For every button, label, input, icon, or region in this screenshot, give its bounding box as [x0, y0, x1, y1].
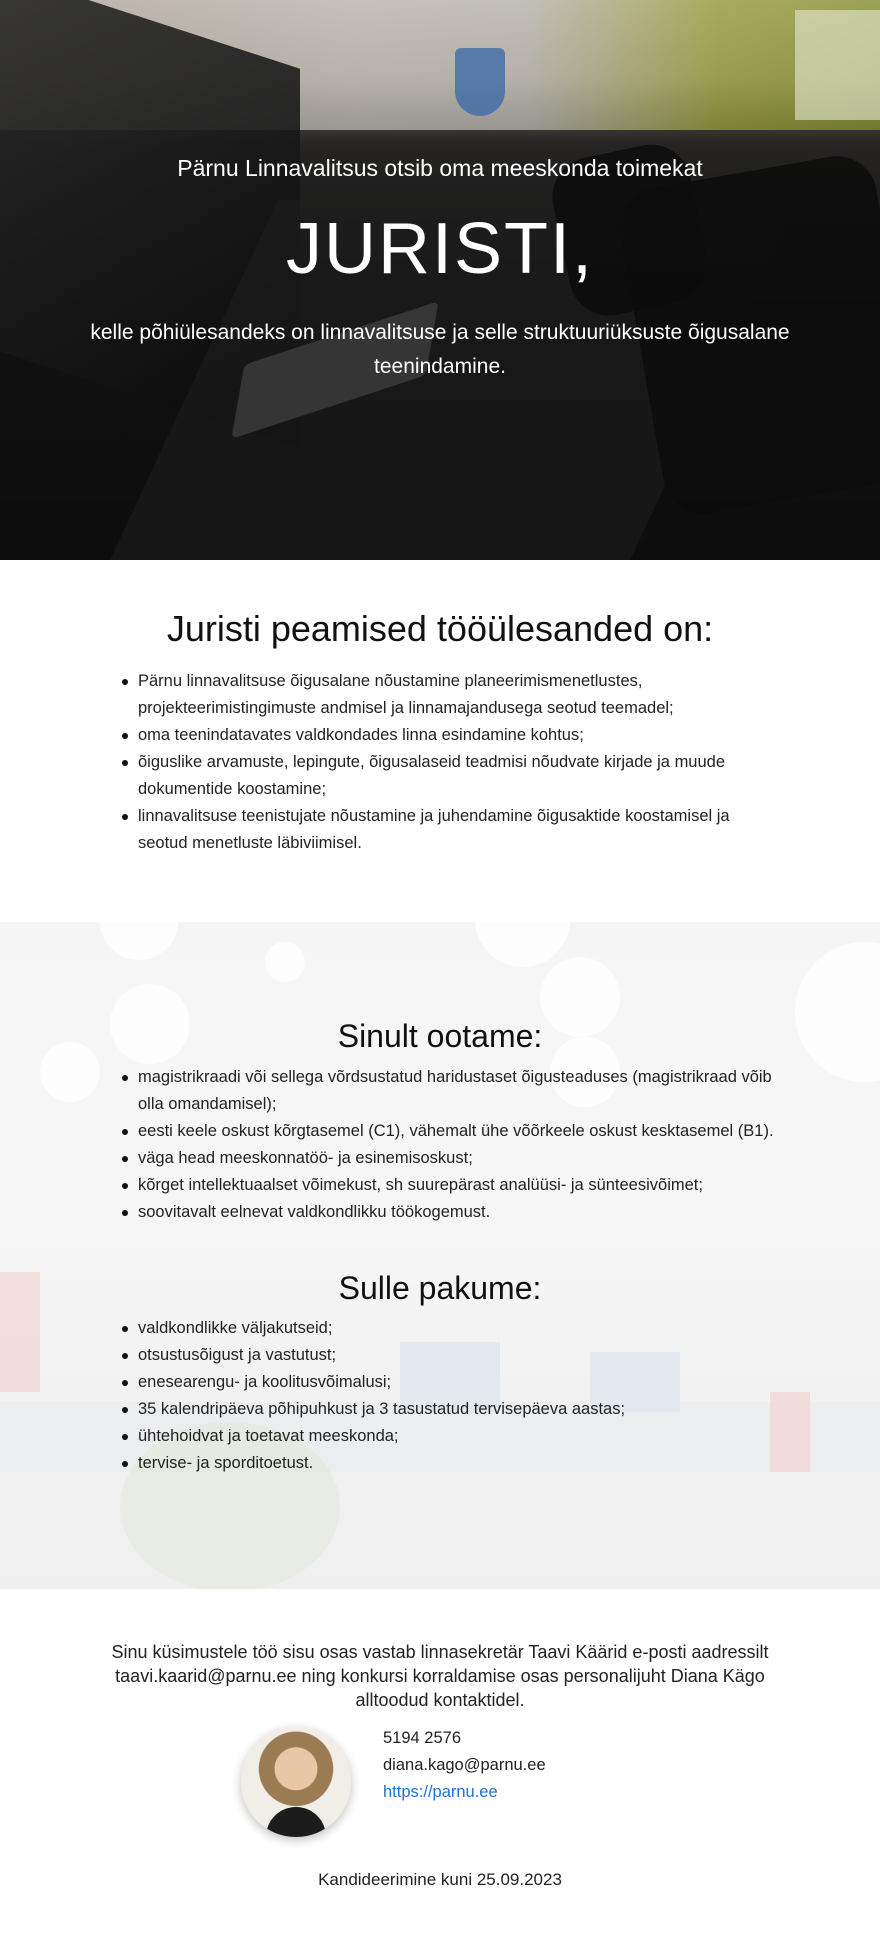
- contact-phone[interactable]: 5194 2576: [383, 1729, 461, 1747]
- hero-subtitle: Pärnu Linnavalitsus otsib oma meeskonda toimekat: [177, 155, 703, 181]
- list-item: oma teenindatavates valdkondades linna esindamine kohtus;: [120, 722, 780, 749]
- list-item: soovitavalt eelnevat valdkondlikku töökogemust.: [120, 1199, 800, 1226]
- application-deadline: Kandideerimine kuni 25.09.2023: [318, 1870, 562, 1889]
- list-item: kõrget intellektuaalset võimekust, sh suurepärast analüüsi- ja sünteesivõimet;: [120, 1172, 800, 1199]
- list-item: magistrikraadi või sellega võrdsustatud haridustaset õigusteaduses (magistrikraad võib olla omandamisel);: [120, 1064, 800, 1118]
- list-item: otsustusõigust ja vastutust;: [120, 1342, 800, 1369]
- contact-email[interactable]: diana.kago@parnu.ee: [383, 1756, 546, 1774]
- duties-list: [120, 668, 780, 857]
- contact-website-link[interactable]: https://parnu.ee: [383, 1783, 498, 1801]
- list-item: ühtehoidvat ja toetavat meeskonda;: [120, 1423, 800, 1450]
- list-item: eesti keele oskust kõrgtasemel (C1), vähemalt ühe võõrkeele oskust kesktasemel (B1).: [120, 1118, 800, 1145]
- city-crest-image: [455, 48, 505, 116]
- contact-website-wrapper: [383, 1783, 498, 1802]
- contact-avatar: [241, 1727, 351, 1837]
- duties-heading: Juristi peamised tööülesanded on:: [166, 608, 714, 649]
- light-blob: [265, 942, 305, 982]
- list-item: linnavalitsuse teenistujate nõustamine ja juhendamine õigusaktide koostamisel ja seotud menetluste läbiviimisel.: [120, 803, 780, 857]
- expect-list: [120, 1064, 800, 1226]
- hero-wall-map: [795, 10, 880, 120]
- contact-text: Sinu küsimustele töö sisu osas vastab linnasekretär Taavi Käärid e-posti aadressilt taavi.kaarid@parnu.ee ning konkursi korraldamise osas personalijuht Diana Kägo alltoodud kontaktidel.: [111, 1642, 769, 1710]
- hero-title: JURISTI,: [285, 209, 594, 289]
- offer-list: [120, 1315, 800, 1477]
- list-item: õiguslike arvamuste, lepingute, õigusalaseid teadmisi nõudvate kirjade ja muude dokumentide koostamine;: [120, 749, 780, 803]
- list-item: enesearengu- ja koolitusvõimalusi;: [120, 1369, 800, 1396]
- hero-banner: [0, 0, 880, 560]
- hero-description: kelle põhiülesandeks on linnavalitsuse ja selle struktuuriüksuste õigusalane teenindamine.: [90, 321, 790, 378]
- list-item: väga head meeskonnatöö- ja esinemisoskust;: [120, 1145, 800, 1172]
- list-item: tervise- ja sporditoetust.: [120, 1450, 800, 1477]
- avatar-shirt: [266, 1807, 326, 1837]
- list-item: 35 kalendripäeva põhipuhkust ja 3 tasustatud tervisepäeva aastas;: [120, 1396, 800, 1423]
- list-item: valdkondlikke väljakutseid;: [120, 1315, 800, 1342]
- list-item: Pärnu linnavalitsuse õigusalane nõustamine planeerimismenetlustes, projekteerimistingimuste andmisel ja linnamajandusega seotud teemadel;: [120, 668, 780, 722]
- offer-heading: Sulle pakume:: [338, 1270, 542, 1306]
- expect-heading: Sinult ootame:: [337, 1018, 543, 1054]
